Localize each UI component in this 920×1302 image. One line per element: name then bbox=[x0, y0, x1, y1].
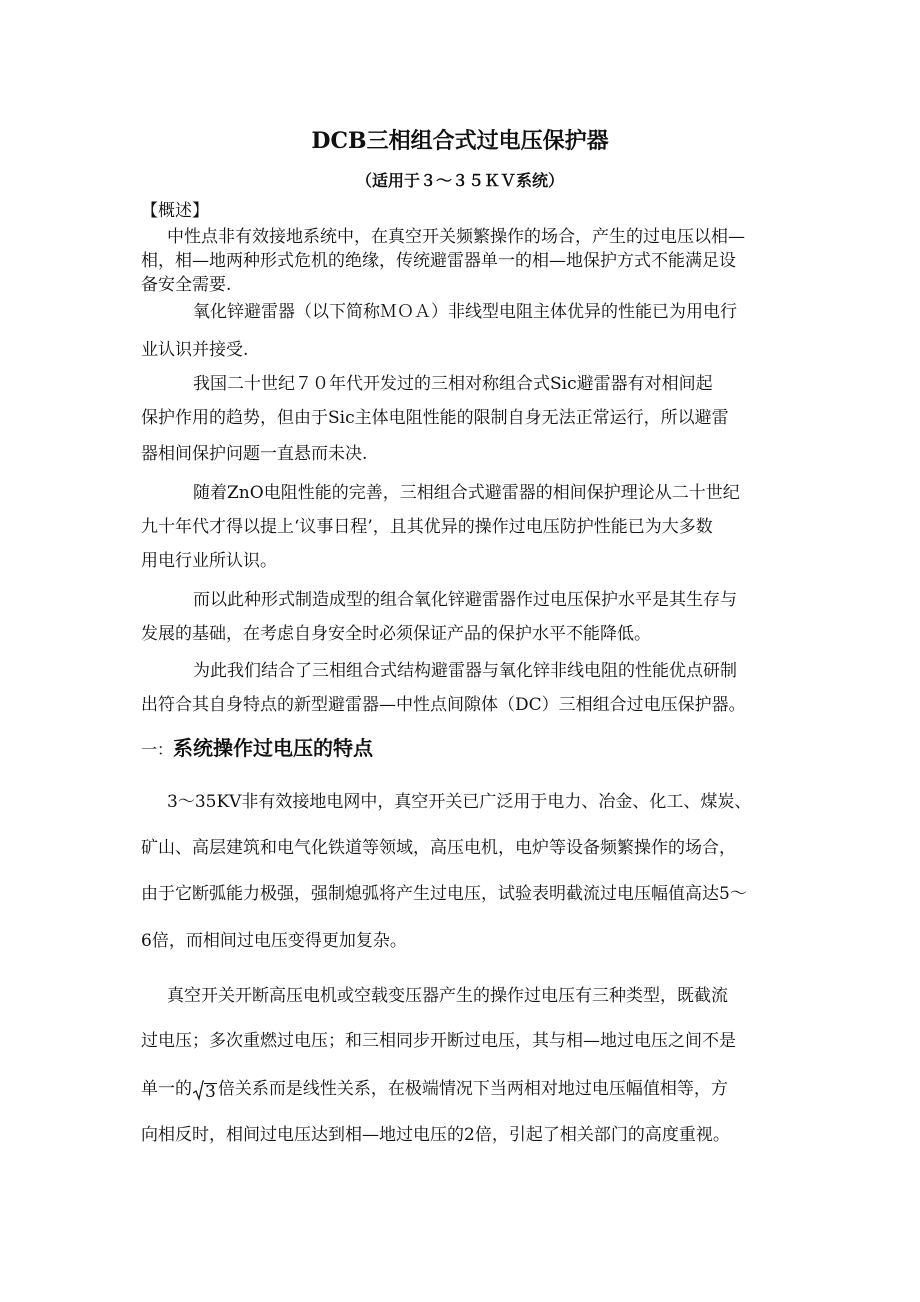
section-title: 系统操作过电压的特点 bbox=[173, 736, 374, 760]
paragraph-line: 向相反时，相间过电压达到相—地过电压的2倍，引起了相关部门的高度重视。 bbox=[141, 1125, 730, 1145]
section-number: 一： bbox=[141, 740, 174, 759]
paragraph-line: 6倍，而相间过电压变得更加复杂。 bbox=[141, 931, 407, 951]
document-title: DCB三相组合式过电压保护器 bbox=[311, 128, 609, 154]
paragraph-line: 随着ZnO电阻性能的完善，三相组合式避雷器的相间保护理论从二十世纪 bbox=[193, 483, 740, 503]
paragraph-line: 中性点非有效接地系统中，在真空开关频繁操作的场合，产生的过电压以相— bbox=[167, 227, 745, 247]
document-subtitle: （适用于３～３５ＫＶ系统） bbox=[355, 171, 564, 190]
paragraph-line: 相，相—地两种形式危机的绝缘，传统避雷器单一的相—地保护方式不能满足设 bbox=[141, 251, 736, 271]
paragraph-line-with-formula bbox=[141, 1080, 728, 1101]
paragraph-line: 3～35KV非有效接地电网中，真空开关已广泛用于电力、冶金、化工、煤炭、 bbox=[167, 792, 752, 812]
text-after-formula: 倍关系而是线性关系，在极端情况下当两相对地过电压幅值相等，方 bbox=[217, 1079, 728, 1099]
paragraph-line: 为此我们结合了三相组合式结构避雷器与氧化锌非线电阻的性能优点研制 bbox=[193, 661, 737, 681]
paragraph-line: 九十年代才得以提上‘议事日程’，且其优异的操作过电压防护性能已为大多数 bbox=[141, 517, 713, 537]
paragraph-line: 保护作用的趋势，但由于Sic主体电阻性能的限制自身无法正常运行，所以避雷 bbox=[141, 408, 729, 428]
paragraph-line: 矿山、高层建筑和电气化铁道等领域，高压电机，电炉等设备频繁操作的场合， bbox=[141, 838, 736, 858]
paragraph-line: 业认识并接受. bbox=[141, 340, 249, 360]
paragraph-line: 备安全需要. bbox=[141, 275, 232, 295]
paragraph-line: 器相间保护问题一直悬而未决. bbox=[141, 444, 368, 464]
paragraph-line: 用电行业所认识。 bbox=[141, 551, 277, 571]
radicand: 3 bbox=[205, 1082, 216, 1102]
paragraph-line: 出符合其自身特点的新型避雷器—中性点间隙体（DC）三相组合过电压保护器。 bbox=[141, 695, 746, 715]
paragraph-line: 我国二十世纪７０年代开发过的三相对称组合式Sic避雷器有对相间起 bbox=[193, 374, 713, 394]
paragraph-line: 氧化锌避雷器（以下简称ＭＯＡ）非线型电阻主体优异的性能已为用电行 bbox=[193, 302, 737, 322]
paragraph-line: 由于它断弧能力极强，强制熄弧将产生过电压，试验表明截流过电压幅值高达5～ bbox=[141, 884, 747, 904]
paragraph-line: 发展的基础，在考虑自身安全时必须保证产品的保护水平不能降低。 bbox=[141, 624, 651, 644]
section-heading bbox=[141, 738, 373, 759]
text-before-formula: 单一的 bbox=[141, 1079, 192, 1099]
paragraph-line: 真空开关开断高压电机或空载变压器产生的操作过电压有三种类型，既截流 bbox=[167, 986, 728, 1006]
overview-heading: 【概述】 bbox=[141, 201, 209, 221]
square-root-formula bbox=[193, 1080, 217, 1101]
paragraph-line: 而以此种形式制造成型的组合氧化锌避雷器作过电压保护水平是其生存与 bbox=[193, 590, 737, 610]
radical-sign-icon bbox=[193, 1080, 204, 1101]
paragraph-line: 过电压；多次重燃过电压；和三相同步开断过电压，其与相—地过电压之间不是 bbox=[141, 1031, 736, 1051]
